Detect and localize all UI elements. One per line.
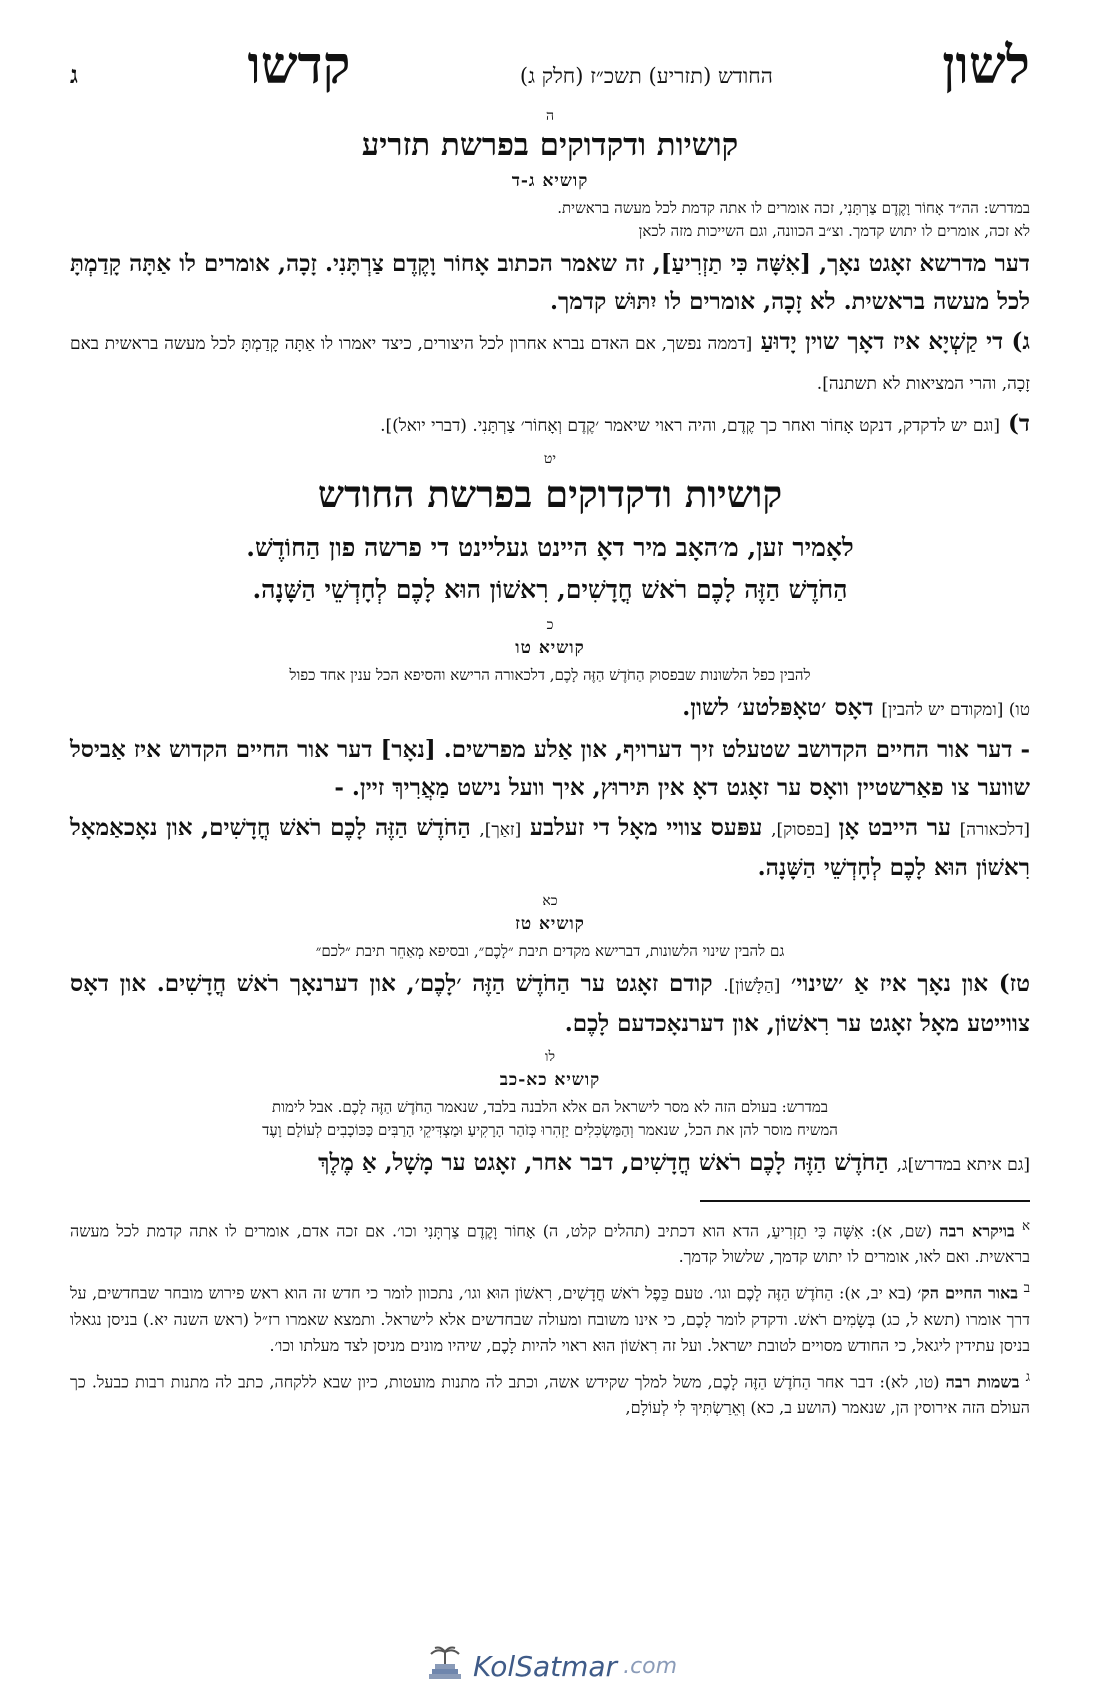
page-header [70,35,1030,100]
paragraph-text: ער הייבט אָן [838,814,952,841]
paragraph [70,965,1030,1043]
paragraph: - דער אור החיים הקדושב שטעלט זיך דערויף, און אַלע מפרשים. [נאָר] דער אור החיים הקדוש איז אַביסל שווער צו פאַרשטיין וואָס ער זאָגט דאָ אין תּירוּץ, איך וועל נישט מַאֲרִיךְ זיין. - [70,736,1030,801]
bracket-note: [דלכאורה] [959,820,1031,840]
footnote-mark: ב [1023,1281,1030,1297]
kushya-intro: גם להבין שינוי הלשונות, דברישא מקדים תיבת ״לָכֶם״, ובסיפא מְאַחֵר תיבת ״לכם״ [315,942,785,960]
section-title: קושיות ודקדוקים בפרשת תזריע [361,127,739,163]
paragraph-text: ג) די קַשְׁיָא איז דאָך שוין יָדוּעַ [760,328,1030,355]
footnote-mark: א [1022,1219,1031,1234]
bracket-note: [דממה נפשך, אם האדם נברא אחרון לכל היצורים, כיצד יאמרו לו אַתָּה קָדַמְתָּ לכל מעשה בראשית באם זָכָה, והרי המציאות לא תשתנה]. [70,334,1030,394]
logo-domain: .com [623,1653,678,1679]
footnote [70,1365,1030,1421]
section-letter: לו [544,1049,556,1065]
midrash-quote: במדרש: בעולם הזה לא מסר לישראל הם אלא הלבנה בלבד, שנאמר הַחֹדֶשׁ הַזֶּה לָכֶם. אבל לימות [272,1098,828,1116]
kushya-heading: קושיא טו [515,638,585,658]
section-title: קושיות ודקדוקים בפרשת החודש [317,472,783,516]
footnote-source: בויקרא רבה [939,1221,1015,1241]
paragraph-text: הַחֹדֶשׁ הַזֶּה לָכֶם רֹאשׁ חֳדָשִׁים, און נאָכאַמאָל רִאשׁוֹן הוּא לָכֶם לְחָדְשֵׁי הַשָּׁנָה. [70,814,1030,881]
footnote-divider [700,1200,1030,1202]
paragraph-text: קודם זאָגט ער הַחֹדֶשׁ הַזֶּה ׳לָכֶם׳, און דערנאָך רֹאשׁ חֳדָשִׁים. און דאָס צווייטע מאָל זאָגט ער רִאשׁוֹן, און דערנאָכדעם לָכֶם. [70,970,1030,1037]
midrash-quote: במדרש: הה״ד אָחוֹר וָקֶדֶם צַרְתָּנִי, זכה אומרים לו אתה קדמת לכל מעשה בראשית. [557,199,1030,217]
section-letter: כא [542,893,558,909]
paragraph [70,323,1030,403]
paragraph-text: דאָס ׳טאָפּלטע׳ לשון. [682,694,874,721]
footnote [70,1276,1030,1358]
header-right-word: לשון [942,35,1030,96]
header-subtitle: החודש (תזריע) תשכ״ז (חלק ג) [519,64,773,88]
paragraph [70,809,1030,887]
logo-name: KolSatmar [472,1649,618,1683]
midrash-quote-cont: לא זכה, אומרים לו יתוש קדמך. וצ״ב הכוונה, וגם השייכות מזה לכאן [638,222,1030,240]
paragraph-text: עפּעס צוויי מאָל די זעלבע [529,814,763,841]
footnote-source: באור החיים הק׳ [917,1283,1018,1303]
footnote-text: (שם, א): אִשָּׁה כִּי תַזְרִיעַ, הדא הוא דכתיב (תהלים קלט, ה) אָחוֹר וָקֶדֶם צַרְתָּנִי וכו׳. אם זכה אדם, אומרים לו אתה קדמת לכל מעשה בראשית. ואם לאו, אומרים לו יתוש קדמך, שלשול קדמך. [70,1221,1030,1267]
paragraph [70,689,1030,729]
kolsatmar-logo[interactable] [0,1646,1100,1686]
footnote [70,1214,1030,1270]
paragraph-text: ד) [1008,410,1030,437]
paragraph-text: הַחֹדֶשׁ הַזֶּה לָכֶם רֹאשׁ חֳדָשִׁים, דבר אחר, זאָגט ער מָשָׁל, אַ מֶלֶךְ [318,1149,889,1176]
section-letter: ה [545,108,555,124]
paragraph: לאָמיר זען, מ׳האָב מיר דאָ היינט געליינט די פרשה פון הַחוֹדֶשׁ. [246,533,854,562]
midrash-quote-cont: המשיח מוסר להן את הכל, שנאמר וְהַמַּשְׂכִּלִים יַזְהִרוּ כְּזֹהַר הָרָקִיעַ וּמַצְדִּיקֵי הָרַבִּים כַּכּוֹכָבִים לְעוֹלָם וָעֶד [262,1121,838,1139]
footnote-mark: ג [1025,1369,1030,1385]
bracket-note: [וגם יש לדקדק, דנקט אָחוֹר ואחר כך קֶדֶם, והיה ראוי שיאמר ׳קֶדֶם וְאָחוֹר׳ צַרְתָּנִי. (דברי יואל)]. [380,416,1001,436]
section-letter: כ [546,617,554,633]
kushya-heading: קושיא ג-ד [511,171,589,191]
bracket-note: [הַלָּשׁוֹן]. [723,976,781,996]
bracket-note: [זאַך], [479,820,522,840]
palm-tree-books-icon [423,1646,467,1686]
paragraph-text: טז) און נאָך איז אַ ׳שינוי׳ [791,970,1030,997]
kushya-heading: קושיא כא-כב [499,1070,601,1090]
page-number: ג [70,60,78,89]
footnote-text: (טו, לא): דבר אחר הַחֹדֶשׁ הַזֶּה לָכֶם, משל למלך שקידש אשה, וכתב לה מתנות מועטות, כיון שבא ללקחה, כתב לה מתנות רבות כבעל. כך העולם הזה אירוסין הן, שנאמר (הושע ב, כא) וְאֵרַשְׂתִּיךְ לִי לְעוֹלָם, [70,1371,1030,1417]
section-letter: יט [543,451,557,467]
footnote-source: בשמות רבה [945,1371,1020,1391]
kushya-heading: קושיא טז [515,914,585,934]
bracket-note: [גם איתא במדרש]ג, [896,1155,1030,1175]
paragraph: דער מדרשא זאָגט נאָך, [אִשָּׁה כִּי תַזְרִיעַ], זה שאמר הכתוב אָחוֹר וָקֶדֶם צַרְתָּנִי. זָכָה, אומרים לו אַתָּה קָדַמְתָּ לכל מעשה בראשית. לא זָכָה, אומרים לו יִתּוּשׁ קדמך. [70,250,1030,315]
bracket-note: [בפסוק], [771,820,830,840]
header-left-word: קדשו [247,35,351,96]
bracket-note: טו) [ומקודם יש להבין] [881,700,1030,720]
paragraph [70,405,1030,445]
kushya-intro: להבין כפל הלשונות שבפסוק הַחֹדֶשׁ הַזֶּה לָכֶם, דלכאורה הרישא והסיפא הכל ענין אחד כפול [289,666,811,684]
verse-quote: הַחֹדֶשׁ הַזֶּה לָכֶם רֹאשׁ חֳדָשִׁים, רִאשׁוֹן הוּא לָכֶם לְחָדְשֵׁי הַשָּׁנָה. [252,575,848,604]
paragraph [70,1144,1030,1184]
footnote-text: (בא יב, א): הַחֹדֶשׁ הַזֶּה לָכֶם וגו׳. טעם כֵּפֶל רֹאשׁ חֳדָשִׁים, רִאשׁוֹן הוּא וגו׳, נתכוון לומר כי חדש זה הוא ראש פירוש מובחר שבחדשים, על דרך אומרו (תשא ל, כג) בְּשָׂמִים רֹאשׁ. ודקדק לומר לָכֶם, כי אינו משובח ומעולה שבחדשים אלא לישראל. ותמצא שאמרו רז״ל (ראש השנה יא.) בניסן נגאלו בניסן עתידין ליגאל, כי החודש מסויים לטובת ישראל. ועל זה רִאשׁוֹן הוּא ראוי להיות לָכֶם, שיהיו מונים מניסן לצד מעלתו וכו׳. [70,1283,1030,1355]
